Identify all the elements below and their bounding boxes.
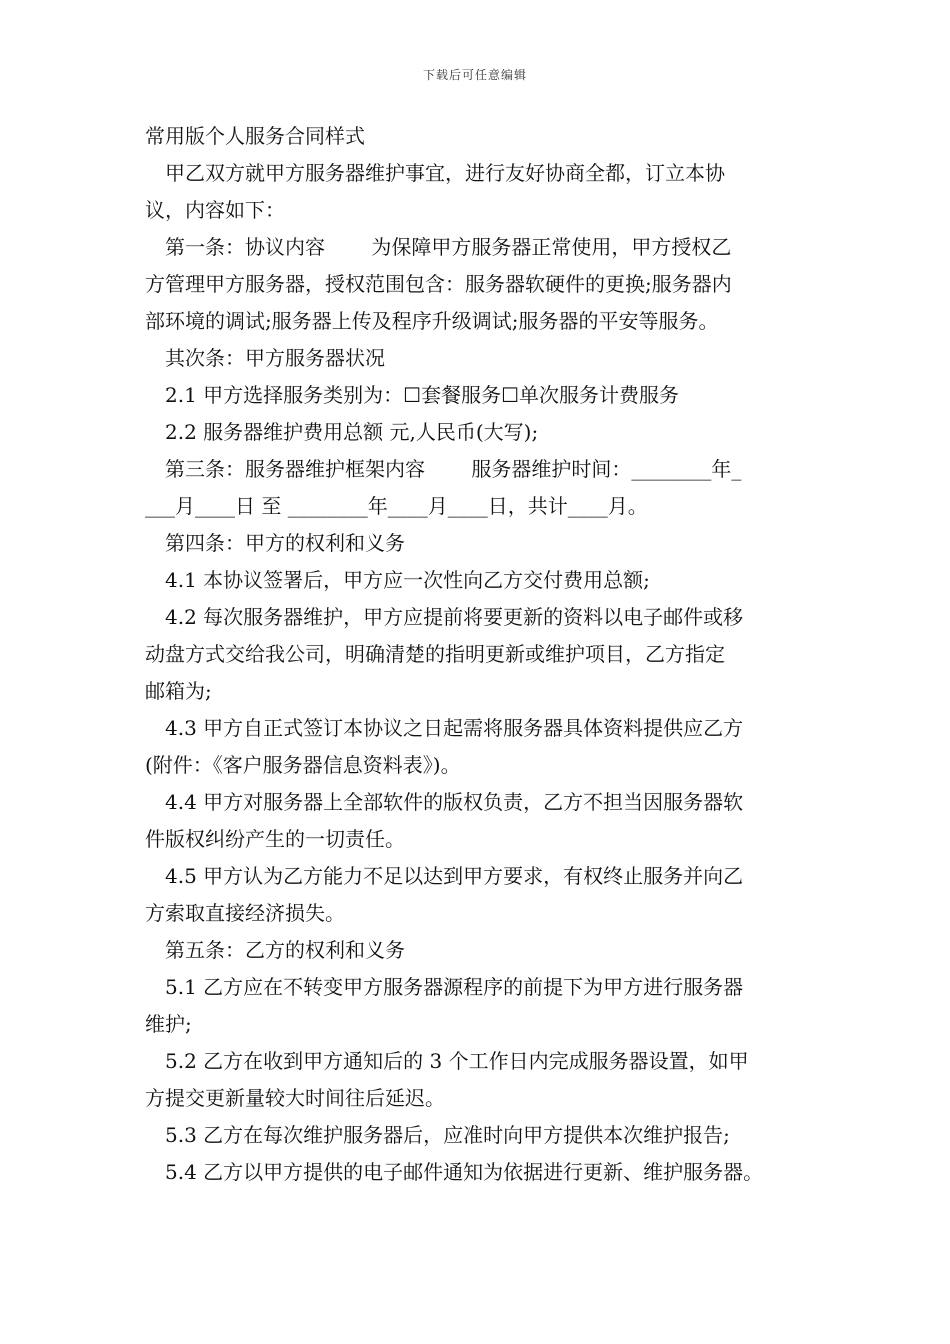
document-title: 常用版个人服务合同样式 <box>145 124 365 148</box>
section-heading-line: 第一条：协议内容 为保障甲方服务器正常使用，甲方授权乙 <box>165 235 732 259</box>
section-heading-line: 第三条：服务器维护框架内容 服务器维护时间：________年_ <box>165 457 742 481</box>
clause-line: 5.2 乙方在收到甲方通知后的 3 个工作日内完成服务器设置，如甲 <box>165 1049 749 1073</box>
paragraph-line: 动盘方式交给我公司，明确清楚的指明更新或维护项目，乙方指定 <box>145 642 725 666</box>
clause-line: 4.3 甲方自正式签订本协议之日起需将服务器具体资料提供应乙方 <box>165 716 744 740</box>
section-heading-line: 第四条：甲方的权利和义务 <box>165 531 405 555</box>
clause-line: 2.1 甲方选择服务类别为：☐套餐服务☐单次服务计费服务 <box>165 383 680 407</box>
paragraph-line: 邮箱为; <box>145 679 212 703</box>
clause-line: 4.2 每次服务器维护，甲方应提前将要更新的资料以电子邮件或移 <box>165 605 744 629</box>
paragraph-line: 方管理甲方服务器，授权范围包含：服务器软硬件的更换;服务器内 <box>145 272 732 296</box>
section-heading-line: 其次条：甲方服务器状况 <box>165 346 385 370</box>
paragraph-line: 甲乙双方就甲方服务器维护事宜，进行友好协商全都，订立本协 <box>165 161 725 185</box>
clause-line: 4.4 甲方对服务器上全部软件的版权负责，乙方不担当因服务器软 <box>165 790 744 814</box>
paragraph-line: 维护; <box>145 1012 192 1036</box>
page-header: 下载后可任意编辑 <box>422 68 527 82</box>
paragraph-line: 方提交更新量较大时间往后延迟。 <box>145 1086 445 1110</box>
paragraph-line: ___月____日 至 ________年____月____日，共计____月。 <box>145 494 648 518</box>
clause-line: 4.5 甲方认为乙方能力不足以达到甲方要求，有权终止服务并向乙 <box>165 864 744 888</box>
clause-line: 5.1 乙方应在不转变甲方服务器源程序的前提下为甲方进行服务器 <box>165 975 744 999</box>
section-heading-line: 第五条：乙方的权利和义务 <box>165 938 405 962</box>
document-body <box>145 118 813 1191</box>
paragraph-line: 部环境的调试;服务器上传及程序升级调试;服务器的平安等服务。 <box>145 309 719 333</box>
clause-line: 2.2 服务器维护费用总额 元,人民币(大写); <box>165 420 539 444</box>
clause-line: 4.1 本协议签署后，甲方应一次性向乙方交付费用总额; <box>165 568 650 592</box>
paragraph-line: 件版权纠纷产生的一切责任。 <box>145 827 405 851</box>
paragraph-line: (附件：《客户服务器信息资料表》)。 <box>145 753 461 777</box>
clause-line: 5.4 乙方以甲方提供的电子邮件通知为依据进行更新、维护服务器。 <box>165 1160 764 1184</box>
clause-line: 5.3 乙方在每次维护服务器后，应准时向甲方提供本次维护报告; <box>165 1123 730 1147</box>
paragraph-line: 方索取直接经济损失。 <box>145 901 345 925</box>
paragraph-line: 议，内容如下： <box>145 198 285 222</box>
